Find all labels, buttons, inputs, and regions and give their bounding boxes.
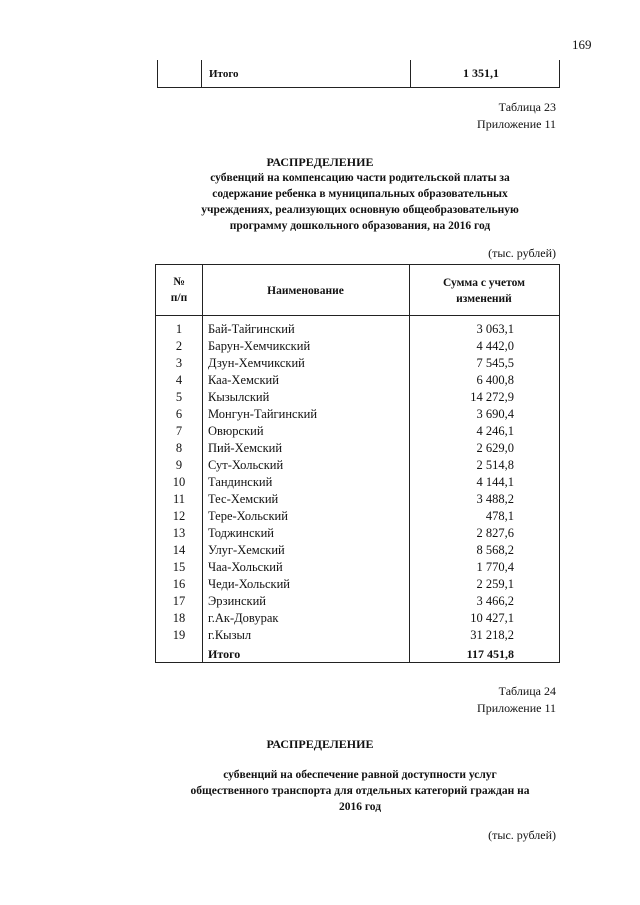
row-name: Сут-Хольский <box>208 458 284 472</box>
row-number: 18 <box>172 611 186 625</box>
row-name: Монгун-Тайгинский <box>208 407 318 421</box>
subtitle-line: субвенций на компенсацию части родительской платы за <box>210 172 510 184</box>
previous-total-label: Итого <box>209 68 239 80</box>
table-row <box>156 390 559 407</box>
row-sum: 14 272,9 <box>470 390 514 404</box>
subtitle-line: 2016 год <box>338 801 382 813</box>
row-sum: 3 488,2 <box>476 492 514 506</box>
table23-title: РАСПРЕДЕЛЕНИЕ <box>266 155 374 169</box>
row-number: 1 <box>175 322 183 336</box>
subtitle-line: субвенций на обеспечение равной доступности услуг <box>223 769 497 781</box>
row-name: Дзун-Хемчикский <box>208 356 305 370</box>
row-number: 12 <box>172 509 186 523</box>
header-number <box>156 274 202 306</box>
table-row <box>156 594 559 611</box>
row-number: 13 <box>172 526 186 540</box>
table-row <box>156 322 559 339</box>
subtitle-line: программу дошкольного образования, на 2016 год <box>229 220 491 232</box>
table-row <box>156 526 559 543</box>
row-sum: 1 770,4 <box>476 560 514 574</box>
table-row <box>156 492 559 509</box>
table-row <box>156 356 559 373</box>
table-body <box>156 322 559 664</box>
row-sum: 6 400,8 <box>476 373 514 387</box>
row-sum: 8 568,2 <box>476 543 514 557</box>
row-name: Барун-Хемчикский <box>208 339 311 353</box>
table-row <box>156 560 559 577</box>
row-name: г.Ак-Довурак <box>208 611 279 625</box>
header-number-line: п/п <box>170 292 188 304</box>
table-border <box>559 60 560 88</box>
row-number: 7 <box>175 424 183 438</box>
table-row <box>156 577 559 594</box>
table24-subtitle <box>150 767 570 815</box>
table-number: Таблица 23 <box>498 100 556 114</box>
row-number: 9 <box>175 458 183 472</box>
row-number: 8 <box>175 441 183 455</box>
row-sum: 2 629,0 <box>476 441 514 455</box>
subtitle-line: общественного транспорта для отдельных категорий граждан на <box>190 785 530 797</box>
header-number-line: № <box>173 276 185 288</box>
row-sum: 2 259,1 <box>476 577 514 591</box>
row-number: 19 <box>172 628 186 642</box>
table-border <box>410 60 411 88</box>
header-name: Наименование <box>267 285 344 297</box>
appendix-label: Приложение 11 <box>477 117 556 131</box>
header-sum-line: изменений <box>456 293 512 305</box>
table-row <box>156 458 559 475</box>
row-name: Тоджинский <box>208 526 274 540</box>
row-name: Овюрский <box>208 424 264 438</box>
row-name: Бай-Тайгинский <box>208 322 295 336</box>
row-number: 11 <box>172 492 186 506</box>
table24-caption <box>477 683 556 717</box>
total-label: Итого <box>208 647 241 661</box>
table23-subtitle <box>155 170 565 234</box>
row-sum: 4 246,1 <box>476 424 514 438</box>
row-number: 16 <box>172 577 186 591</box>
table-row <box>156 373 559 390</box>
row-sum: 2 827,6 <box>476 526 514 540</box>
row-sum: 3 690,4 <box>476 407 514 421</box>
row-name: Кызылский <box>208 390 270 404</box>
table-row <box>156 475 559 492</box>
row-number: 10 <box>172 475 186 489</box>
table-border <box>157 60 158 88</box>
subvention-table <box>155 264 560 663</box>
row-sum: 31 218,2 <box>470 628 514 642</box>
row-name: Эрзинский <box>208 594 266 608</box>
row-sum: 10 427,1 <box>470 611 514 625</box>
row-sum: 4 144,1 <box>476 475 514 489</box>
table24-units: (тыс. рублей) <box>488 828 556 842</box>
row-number: 14 <box>172 543 186 557</box>
table-row <box>156 407 559 424</box>
row-number: 2 <box>175 339 183 353</box>
table-row <box>156 441 559 458</box>
table-row <box>156 509 559 526</box>
total-row <box>156 647 559 664</box>
table-row <box>156 339 559 356</box>
table23-caption <box>477 99 556 133</box>
table-number: Таблица 24 <box>498 684 556 698</box>
row-sum: 478,1 <box>485 509 514 523</box>
header-sum-line: Сумма с учетом <box>442 277 525 289</box>
row-number: 4 <box>175 373 183 387</box>
row-name: Чаа-Хольский <box>208 560 283 574</box>
table23-units: (тыс. рублей) <box>488 246 556 260</box>
row-name: Улуг-Хемский <box>208 543 285 557</box>
row-name: Каа-Хемский <box>208 373 279 387</box>
table-row <box>156 424 559 441</box>
table-row <box>156 543 559 560</box>
subtitle-line: содержание ребенка в муниципальных образовательных <box>212 188 508 200</box>
table-row <box>156 611 559 628</box>
row-number: 17 <box>172 594 186 608</box>
table-border <box>157 87 560 88</box>
row-number: 3 <box>175 356 183 370</box>
row-sum: 7 545,5 <box>476 356 514 370</box>
header-sum <box>409 275 559 307</box>
row-sum: 2 514,8 <box>476 458 514 472</box>
row-name: г.Кызыл <box>208 628 252 642</box>
row-sum: 4 442,0 <box>476 339 514 353</box>
row-name: Пий-Хемский <box>208 441 283 455</box>
row-name: Чеди-Хольский <box>208 577 290 591</box>
previous-total-value: 1 351,1 <box>463 66 499 80</box>
row-name: Тандинский <box>208 475 273 489</box>
row-number: 5 <box>175 390 183 404</box>
row-name: Тере-Хольский <box>208 509 288 523</box>
total-value: 117 451,8 <box>466 647 514 661</box>
row-number: 6 <box>175 407 183 421</box>
subtitle-line: учреждениях, реализующих основную общеобразовательную <box>201 204 519 216</box>
row-number: 15 <box>172 560 186 574</box>
table-border <box>156 315 559 316</box>
table24-title: РАСПРЕДЕЛЕНИЕ <box>266 737 374 751</box>
previous-table-fragment <box>157 60 560 88</box>
page-number: 169 <box>572 37 592 52</box>
appendix-label: Приложение 11 <box>477 701 556 715</box>
table-border <box>201 60 202 88</box>
row-sum: 3 063,1 <box>476 322 514 336</box>
row-sum: 3 466,2 <box>476 594 514 608</box>
table-row <box>156 628 559 645</box>
row-name: Тес-Хемский <box>208 492 279 506</box>
